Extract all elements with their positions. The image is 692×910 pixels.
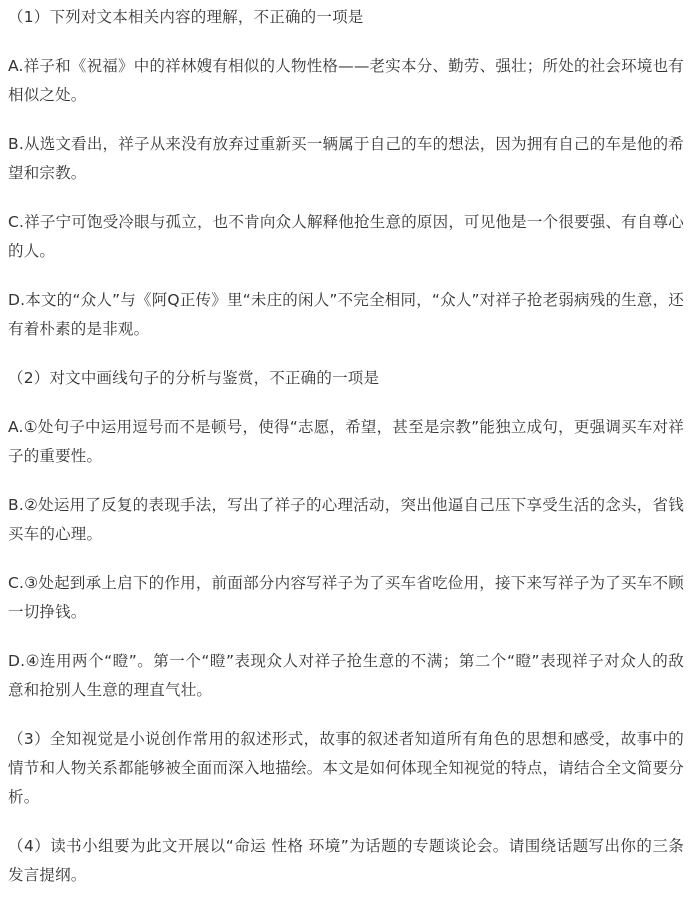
question-1-option-a: A.祥子和《祝福》中的祥林嫂有相似的人物性格——老实本分、勤劳、强壮；所处的社会环境也有相似之处。 [8, 57, 684, 104]
question-2-option-a: A.①处句子中运用逗号而不是顿号，使得“志愿，希望，甚至是宗教”能独立成句，更强调买车对祥子的重要性。 [8, 418, 684, 465]
question-2-heading: （2）对文中画线句子的分析与鉴赏，不正确的一项是 [8, 369, 380, 387]
question-1-heading: （1）下列对文本相关内容的理解，不正确的一项是 [8, 8, 364, 26]
question-2-option-b: B.②处运用了反复的表现手法，写出了祥子的心理活动，突出他逼自己压下享受生活的念头，省钱买车的心理。 [8, 496, 684, 543]
question-1-option-b: B.从选文看出，祥子从来没有放弃过重新买一辆属于自己的车的想法，因为拥有自己的车是他的希望和宗教。 [8, 135, 684, 182]
question-1-option-c: C.祥子宁可饱受冷眼与孤立，也不肯向众人解释他抢生意的原因，可见他是一个很要强、有自尊心的人。 [8, 213, 684, 260]
question-3-text: （3）全知视觉是小说创作常用的叙述形式，故事的叙述者知道所有角色的思想和感受，故事中的情节和人物关系都能够被全面而深入地描绘。本文是如何体现全知视觉的特点，请结合全文简要分析。 [8, 730, 684, 806]
question-2-option-d: D.④连用两个“瞪”。第一个“瞪”表现众人对祥子抢生意的不满；第二个“瞪”表现祥子对众人的敌意和抢别人生意的理直气壮。 [8, 652, 684, 699]
question-1-option-d: D.本文的“众人”与《阿Q正传》里“未庄的闲人”不完全相同，“众人”对祥子抢老弱病残的生意，还有着朴素的是非观。 [8, 291, 684, 338]
question-2-option-c: C.③处起到承上启下的作用，前面部分内容写祥子为了买车省吃俭用，接下来写祥子为了买车不顾一切挣钱。 [8, 574, 684, 621]
question-4-text: （4）读书小组要为此文开展以“命运 性格 环境”为话题的专题谈论会。请围绕话题写出你的三条发言提纲。 [8, 837, 684, 884]
question-document [8, 3, 684, 910]
